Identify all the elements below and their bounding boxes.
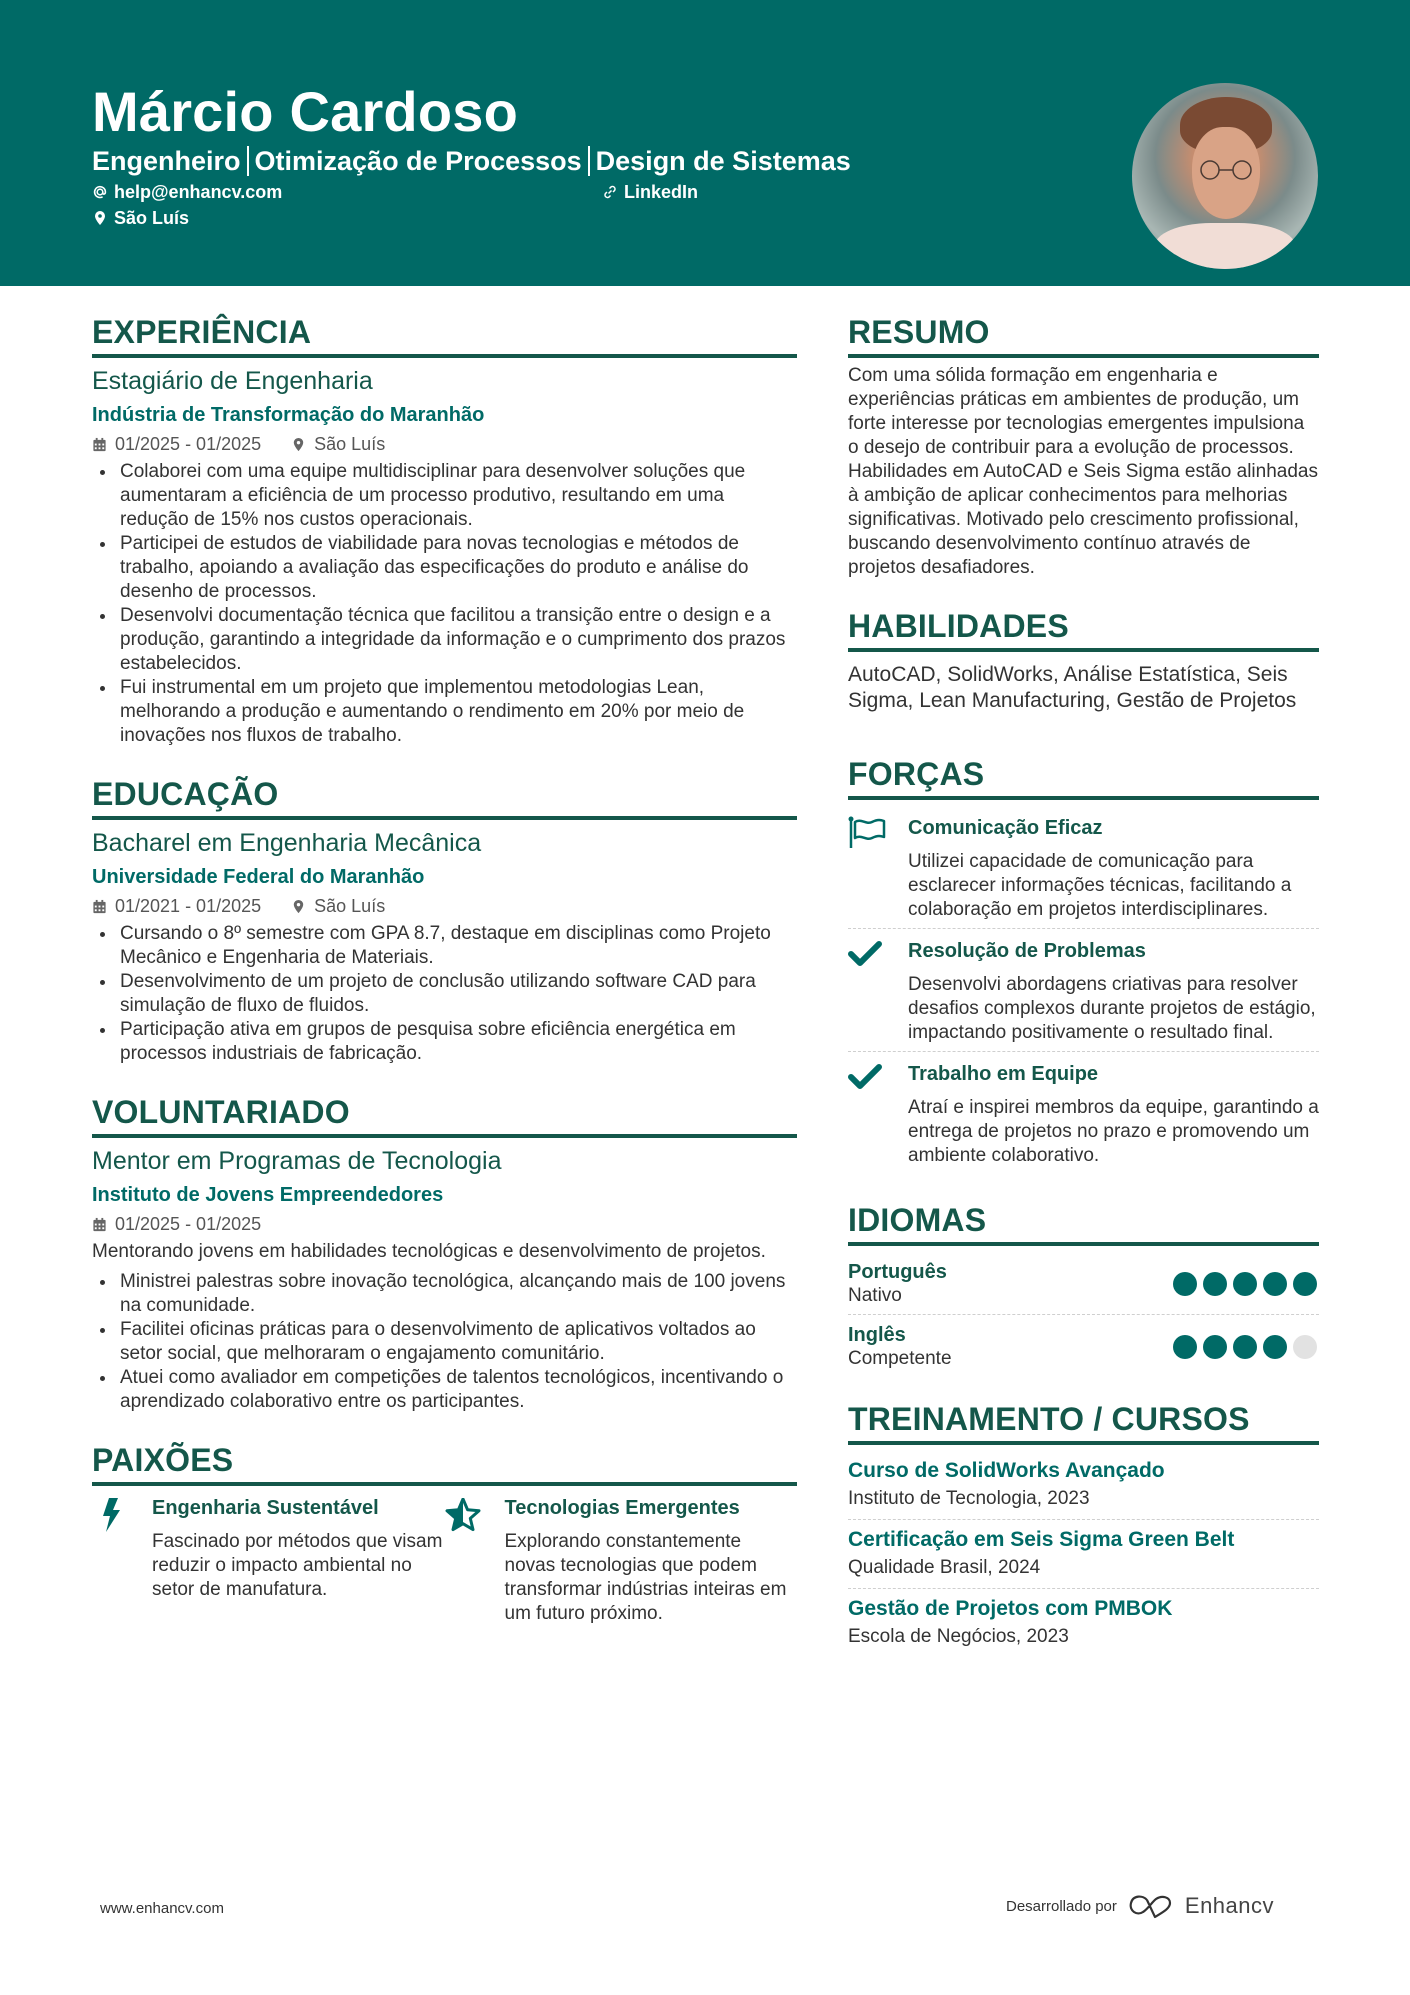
passion-description: Explorando constantemente novas tecnologias que podem transformar indústrias inteiras em um futuro próximo. bbox=[504, 1531, 787, 1624]
rating-dot-filled bbox=[1233, 1335, 1257, 1359]
entry-dates bbox=[92, 430, 261, 458]
section-summary bbox=[848, 312, 1319, 580]
course-title: Certificação em Seis Sigma Green Belt bbox=[848, 1528, 1235, 1551]
bullet-item: Atuei como avaliador em competições de talentos tecnológicos, incentivando o aprendizado colaborativo entre os participantes. bbox=[92, 1366, 797, 1414]
rating-dot-filled bbox=[1293, 1272, 1317, 1296]
language-name: Português bbox=[848, 1261, 947, 1283]
section-title: EXPERIÊNCIA bbox=[92, 314, 312, 350]
skills-text: AutoCAD, SolidWorks, Análise Estatística, Seis Sigma, Lean Manufacturing, Gestão de Projetos bbox=[848, 663, 1297, 712]
entry-organization: Instituto de Jovens Empreendedores bbox=[92, 1184, 444, 1206]
strength-item bbox=[848, 929, 1319, 1052]
section-divider bbox=[848, 1242, 1319, 1246]
strength-title: Resolução de Problemas bbox=[908, 940, 1146, 962]
link-icon bbox=[602, 184, 618, 200]
volunteering-entry bbox=[92, 1144, 797, 1414]
entry-description: Mentorando jovens em habilidades tecnológicas e desenvolvimento de projetos. bbox=[92, 1241, 766, 1262]
section-divider bbox=[92, 354, 797, 358]
language-level: Competente bbox=[848, 1348, 952, 1369]
strength-description: Utilizei capacidade de comunicação para esclarecer informações técnicas, facilitando a colaboração em projetos interdisciplinares. bbox=[908, 851, 1292, 920]
entry-location bbox=[291, 892, 385, 920]
strength-description: Desenvolvi abordagens criativas para resolver desafios complexos durante projetos de estágio, impactando positivamente o resultado final. bbox=[908, 974, 1316, 1043]
calendar-icon bbox=[92, 1217, 107, 1232]
bullet-item: Participei de estudos de viabilidade para novas tecnologias e métodos de trabalho, apoiando a avaliação das especificações do produto e análise do desenho de processos. bbox=[92, 532, 797, 604]
entry-meta bbox=[92, 892, 797, 920]
entry-degree: Bacharel em Engenharia Mecânica bbox=[92, 829, 482, 857]
section-divider bbox=[92, 1134, 797, 1138]
section-education bbox=[92, 774, 797, 1066]
section-divider bbox=[92, 816, 797, 820]
enhancv-logo-icon bbox=[1127, 1893, 1175, 1919]
course-item bbox=[848, 1589, 1319, 1657]
rating-dot-filled bbox=[1263, 1335, 1287, 1359]
rating-dot-empty bbox=[1293, 1335, 1317, 1359]
section-skills bbox=[848, 606, 1319, 714]
map-pin-icon bbox=[291, 437, 306, 452]
rating-dot-filled bbox=[1263, 1272, 1287, 1296]
entry-dates bbox=[92, 1210, 261, 1238]
rating-dot-filled bbox=[1233, 1272, 1257, 1296]
headline-separator bbox=[588, 146, 590, 176]
rating-dot-filled bbox=[1203, 1335, 1227, 1359]
section-divider bbox=[848, 354, 1319, 358]
section-divider bbox=[92, 1482, 797, 1486]
entry-meta bbox=[92, 1210, 797, 1238]
passion-title: Engenharia Sustentável bbox=[152, 1497, 379, 1519]
checkmark-icon bbox=[848, 1062, 882, 1090]
bullet-item: Desenvolvimento de um projeto de conclusão utilizando software CAD para simulação de fluxo de fluidos. bbox=[92, 970, 797, 1018]
strength-title: Trabalho em Equipe bbox=[908, 1063, 1099, 1085]
footer-branding[interactable] bbox=[1006, 1893, 1274, 1919]
flag-icon bbox=[848, 816, 888, 850]
section-title: RESUMO bbox=[848, 314, 990, 350]
section-title: VOLUNTARIADO bbox=[92, 1094, 350, 1130]
course-provider: Escola de Negócios, 2023 bbox=[848, 1626, 1069, 1647]
right-column bbox=[848, 312, 1319, 1657]
photo-shirt bbox=[1154, 223, 1296, 269]
location-text: São Luís bbox=[314, 896, 386, 916]
profile-photo bbox=[1132, 83, 1318, 269]
passion-title: Tecnologias Emergentes bbox=[504, 1497, 740, 1519]
star-icon bbox=[445, 1498, 481, 1532]
checkmark-icon bbox=[848, 939, 882, 967]
rating-dot-filled bbox=[1173, 1272, 1197, 1296]
course-provider: Instituto de Tecnologia, 2023 bbox=[848, 1488, 1090, 1509]
linkedin-text: LinkedIn bbox=[624, 182, 699, 202]
experience-entry bbox=[92, 364, 797, 748]
course-item bbox=[848, 1451, 1319, 1520]
strength-item bbox=[848, 806, 1319, 929]
photo-glasses bbox=[1190, 159, 1262, 181]
entry-bullets bbox=[92, 460, 797, 748]
bullet-item: Cursando o 8º semestre com GPA 8.7, destaque em disciplinas como Projeto Mecânico e Engenharia de Materiais. bbox=[92, 922, 797, 970]
bullet-item: Desenvolvi documentação técnica que facilitou a transição entre o design e a produção, garantindo a integridade da informação e o cumprimento dos prazos estabelecidos. bbox=[92, 604, 797, 676]
passion-description: Fascinado por métodos que visam reduzir o impacto ambiental no setor de manufatura. bbox=[152, 1531, 443, 1600]
language-item bbox=[848, 1252, 1319, 1315]
email-text: help@enhancv.com bbox=[114, 182, 283, 202]
dates-text: 01/2025 - 01/2025 bbox=[115, 1214, 262, 1234]
headline-part: Design de Sistemas bbox=[595, 146, 851, 176]
calendar-icon bbox=[92, 899, 107, 914]
section-title: FORÇAS bbox=[848, 756, 985, 792]
section-title: IDIOMAS bbox=[848, 1202, 987, 1238]
location-text: São Luís bbox=[314, 434, 386, 454]
headline-part: Otimização de Processos bbox=[254, 146, 582, 176]
candidate-headline bbox=[92, 144, 851, 178]
section-languages bbox=[848, 1200, 1319, 1377]
map-pin-icon bbox=[291, 899, 306, 914]
footer-website-link[interactable]: www.enhancv.com bbox=[100, 1900, 224, 1917]
section-title: HABILIDADES bbox=[848, 608, 1069, 644]
section-title: TREINAMENTO / CURSOS bbox=[848, 1401, 1250, 1437]
left-column bbox=[92, 312, 797, 1626]
passion-item bbox=[92, 1494, 445, 1626]
entry-meta bbox=[92, 430, 797, 458]
entry-institution: Universidade Federal do Maranhão bbox=[92, 866, 425, 888]
language-level: Nativo bbox=[848, 1285, 902, 1306]
entry-bullets bbox=[92, 1270, 797, 1414]
section-training bbox=[848, 1399, 1319, 1657]
headline-part: Engenheiro bbox=[92, 146, 241, 176]
contact-email[interactable] bbox=[92, 181, 282, 203]
course-title: Gestão de Projetos com PMBOK bbox=[848, 1597, 1173, 1620]
section-title: PAIXÕES bbox=[92, 1442, 234, 1478]
section-strengths bbox=[848, 754, 1319, 1174]
bullet-item: Participação ativa em grupos de pesquisa sobre eficiência energética em processos industriais de fabricação. bbox=[92, 1018, 797, 1066]
bullet-item: Colaborei com uma equipe multidisciplinar para desenvolver soluções que aumentaram a eficiência de um processo produtivo, resultando em uma redução de 15% nos custos operacionais. bbox=[92, 460, 797, 532]
candidate-name: Márcio Cardoso bbox=[92, 80, 518, 143]
entry-organization: Indústria de Transformação do Maranhão bbox=[92, 404, 485, 426]
language-rating bbox=[1173, 1335, 1319, 1359]
section-divider bbox=[848, 648, 1319, 652]
language-rating bbox=[1173, 1272, 1319, 1296]
entry-bullets bbox=[92, 922, 797, 1066]
course-item bbox=[848, 1520, 1319, 1589]
rating-dot-filled bbox=[1203, 1272, 1227, 1296]
at-icon bbox=[92, 184, 108, 200]
resume-header bbox=[0, 0, 1410, 286]
calendar-icon bbox=[92, 437, 107, 452]
entry-dates bbox=[92, 892, 261, 920]
entry-role: Estagiário de Engenharia bbox=[92, 367, 373, 395]
education-entry bbox=[92, 826, 797, 1066]
location-text: São Luís bbox=[114, 208, 190, 228]
section-title: EDUCAÇÃO bbox=[92, 776, 279, 812]
strength-description: Atraí e inspirei membros da equipe, garantindo a entrega de projetos no prazo e promovendo um ambiente colaborativo. bbox=[908, 1097, 1319, 1166]
bullet-item: Ministrei palestras sobre inovação tecnológica, alcançando mais de 100 jovens na comunidade. bbox=[92, 1270, 797, 1318]
headline-separator bbox=[247, 146, 249, 176]
bullet-item: Facilitei oficinas práticas para o desenvolvimento de aplicativos voltados ao setor social, que melhoraram o engajamento comunitário. bbox=[92, 1318, 797, 1366]
dates-text: 01/2021 - 01/2025 bbox=[115, 896, 262, 916]
course-title: Curso de SolidWorks Avançado bbox=[848, 1459, 1165, 1482]
section-volunteering bbox=[92, 1092, 797, 1414]
strength-item bbox=[848, 1052, 1319, 1174]
passions-list bbox=[92, 1494, 797, 1626]
course-provider: Qualidade Brasil, 2024 bbox=[848, 1557, 1041, 1578]
brand-name: Enhancv bbox=[1184, 1893, 1275, 1918]
strength-title: Comunicação Eficaz bbox=[908, 817, 1103, 839]
map-pin-icon bbox=[92, 210, 108, 226]
contact-location bbox=[92, 207, 189, 229]
section-divider bbox=[848, 1441, 1319, 1445]
passion-item bbox=[445, 1494, 798, 1626]
lightning-bolt-icon bbox=[100, 1498, 122, 1532]
section-divider bbox=[848, 796, 1319, 800]
section-passions bbox=[92, 1440, 797, 1626]
entry-location bbox=[291, 430, 385, 458]
contact-linkedin[interactable] bbox=[602, 181, 698, 203]
language-item bbox=[848, 1315, 1319, 1377]
powered-by-label: Desarrollado por bbox=[1006, 1897, 1117, 1915]
dates-text: 01/2025 - 01/2025 bbox=[115, 434, 262, 454]
entry-role: Mentor em Programas de Tecnologia bbox=[92, 1147, 502, 1175]
section-experience bbox=[92, 312, 797, 748]
bullet-item: Fui instrumental em um projeto que implementou metodologias Lean, melhorando a produção e aumentando o rendimento em 20% por meio de inovações nos fluxos de trabalho. bbox=[92, 676, 797, 748]
summary-text: Com uma sólida formação em engenharia e experiências práticas em ambientes de produção, um forte interesse por tecnologias emergentes impulsiona o desejo de contribuir para a evolução de processos. Habilidades em AutoCAD e Seis Sigma estão alinhadas à ambição de aplicar conhecimentos para melhorias significativas. Motivado pelo crescimento profissional, buscando desenvolvimento contínuo através de projetos desafiadores. bbox=[848, 365, 1318, 578]
rating-dot-filled bbox=[1173, 1335, 1197, 1359]
language-name: Inglês bbox=[848, 1324, 906, 1346]
